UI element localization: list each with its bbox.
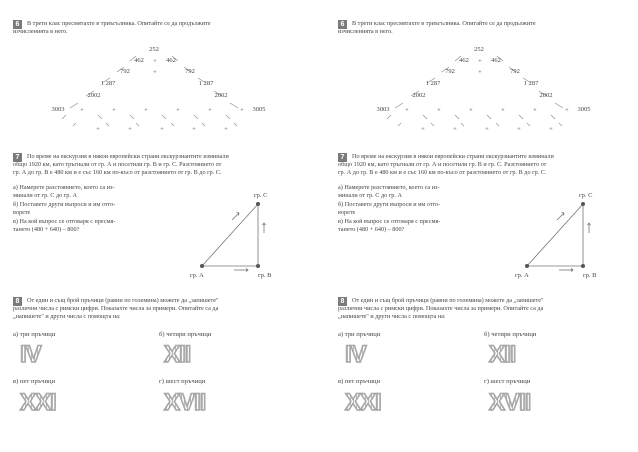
city-label-a: гр. А — [515, 272, 529, 279]
point-c — [581, 202, 585, 206]
number-pyramid — [331, 40, 631, 140]
question-c-line1: в) На кой въпрос се отговаря с пресмя- — [338, 218, 441, 225]
point-c — [256, 202, 260, 206]
task6-text-line1: В трети клас пресмятахте в триъгълника. Опитайте се да продължите — [27, 20, 211, 27]
pyramid-plus: + — [153, 69, 157, 76]
task8-text-line1: От един и същ брой пръчици (равни по големина) можете да „запишете" — [27, 297, 219, 304]
pyramid-plus: + — [96, 126, 100, 133]
option-a-label: а) три пръчици — [338, 331, 381, 338]
city-label-b: гр. В — [583, 272, 597, 279]
task6-text-line1: В трети клас пресмятахте в триъгълника. Опитайте се да продължите — [352, 20, 536, 27]
roman-numeral: IV — [20, 341, 41, 368]
task7-text-line1: По време на екскурзия в някои европейски страни екскурзиантите изминали — [352, 153, 554, 160]
city-label-c: гр. С — [254, 192, 268, 199]
task8-text-line3: „напишете" и други числа с помощта на: — [13, 313, 121, 320]
point-b — [256, 264, 260, 268]
pyramid-cell: 1 287 — [100, 80, 116, 87]
pyramid-plus: + — [80, 107, 84, 114]
pyramid-cell: 462 — [134, 57, 144, 64]
pyramid-cell: 792 — [120, 68, 130, 75]
pyramid-cell: 792 — [185, 68, 195, 75]
pyramid-cell: 2002 — [539, 92, 553, 99]
task-number-badge: 7 — [13, 153, 22, 162]
pyramid-top: 252 — [474, 46, 484, 53]
task-number-badge: 8 — [13, 297, 22, 306]
pyramid-plus: + — [208, 107, 212, 114]
pyramid-plus: + — [224, 126, 228, 133]
pyramid-cell: 2002 — [87, 92, 101, 99]
roman-numeral: XII — [489, 341, 516, 368]
task7-text-line2: общо 1920 км, като тръгнали от гр. А и посетили гр. В и гр. С. Разстоянието от — [13, 161, 222, 168]
pyramid-plus: + — [405, 107, 409, 114]
task6-text-line2: изчисленията в него. — [338, 28, 393, 35]
task7-text-line3: гр. А до гр. В е 480 км и е със 160 км по-късо от разстоянието от гр. В до гр. С. — [13, 169, 222, 176]
task-number-badge: 6 — [338, 20, 347, 29]
roman-numeral: XXI — [20, 389, 56, 416]
pyramid-plus: + — [453, 126, 457, 133]
roman-numeral: XII — [164, 341, 191, 368]
option-c-label: в) пет пръчици — [13, 378, 56, 385]
pyramid-cell: 462 — [166, 57, 176, 64]
task8-text-line1: От един и същ брой пръчици (равни по големина) можете да „запишете" — [352, 297, 544, 304]
pyramid-cell: 3005 — [252, 106, 266, 113]
task7-text-line2: общо 1920 км, като тръгнали от гр. А и посетили гр. В и гр. С. Разстоянието от — [338, 161, 547, 168]
question-b-line1: б) Поставете други въпроси и им отго- — [338, 201, 441, 208]
option-d-label: г) шест пръчици — [159, 378, 206, 385]
right-page — [331, 0, 631, 452]
city-label-b: гр. В — [258, 272, 272, 279]
pyramid-plus: + — [549, 126, 553, 133]
task8-text-line2: различни числа с римски цифри. Показахте числа за примери. Опитайте са да — [13, 305, 219, 312]
task-number-badge: 7 — [338, 153, 347, 162]
task7-text-line3: гр. А до гр. В е 480 км и е със 160 км по-късо от разстоянието от гр. В до гр. С. — [338, 169, 547, 176]
pyramid-cell: 462 — [459, 57, 469, 64]
pyramid-plus: + — [533, 107, 537, 114]
pyramid-plus: + — [485, 126, 489, 133]
pyramid-cell: 792 — [510, 68, 520, 75]
roman-numeral: XVII — [164, 389, 206, 416]
roman-numeral: XVII — [489, 389, 531, 416]
pyramid-plus: + — [517, 126, 521, 133]
pyramid-cell: 2002 — [214, 92, 228, 99]
option-c-label: в) пет пръчици — [338, 378, 381, 385]
task-number-badge: 8 — [338, 297, 347, 306]
route-triangle-diagram — [509, 188, 629, 278]
city-label-a: гр. А — [190, 272, 204, 279]
pyramid-cell: 3005 — [577, 106, 591, 113]
option-b-label: б) четири пръчици — [159, 331, 212, 338]
question-c-line1: в) На кой въпрос се отговаря с пресмя- — [13, 218, 116, 225]
pyramid-cell: 1 287 — [198, 80, 214, 87]
pyramid-plus: + — [478, 69, 482, 76]
question-b-line2: ворете — [13, 209, 31, 216]
pyramid-plus: + — [478, 58, 482, 65]
point-a — [525, 264, 529, 268]
pyramid-cell: 1 287 — [523, 80, 539, 87]
option-a-label: а) три пръчици — [13, 331, 56, 338]
route-triangle-diagram — [184, 188, 304, 278]
question-c-line2: тането (480 + 640) – 800? — [13, 226, 80, 233]
task7-text-line1: По време на екскурзия в някои европейски страни екскурзиантите изминали — [27, 153, 229, 160]
option-b-label: б) четири пръчици — [484, 331, 537, 338]
pyramid-cell: 3003 — [51, 106, 65, 113]
roman-numeral: XXI — [345, 389, 381, 416]
pyramid-plus: + — [192, 126, 196, 133]
pyramid-cell: 792 — [445, 68, 455, 75]
pyramid-plus: + — [501, 107, 505, 114]
question-a-line1: а) Намерете разстоянието, което са из- — [13, 184, 115, 191]
pyramid-plus: + — [153, 58, 157, 65]
question-a-line2: минали от гр. С до гр. А — [338, 192, 402, 199]
pyramid-plus: + — [240, 107, 244, 114]
pyramid-plus: + — [421, 126, 425, 133]
pyramid-plus: + — [128, 126, 132, 133]
pyramid-plus: + — [437, 107, 441, 114]
left-page — [6, 0, 306, 452]
pyramid-cell: 462 — [491, 57, 501, 64]
question-b-line1: б) Поставете други въпроси и им отго- — [13, 201, 116, 208]
question-a-line1: а) Намерете разстоянието, което са из- — [338, 184, 440, 191]
pyramid-cell: 2002 — [412, 92, 426, 99]
pyramid-cell: 3003 — [376, 106, 390, 113]
pyramid-cell: 1 287 — [425, 80, 441, 87]
pyramid-top: 252 — [149, 46, 159, 53]
question-b-line2: ворете — [338, 209, 356, 216]
point-b — [581, 264, 585, 268]
pyramid-plus: + — [565, 107, 569, 114]
pyramid-plus: + — [144, 107, 148, 114]
pyramid-plus: + — [469, 107, 473, 114]
number-pyramid — [6, 40, 306, 140]
city-label-c: гр. С — [579, 192, 593, 199]
task8-text-line3: „напишете" и други числа с помощта на: — [338, 313, 446, 320]
task-number-badge: 6 — [13, 20, 22, 29]
pyramid-plus: + — [176, 107, 180, 114]
point-a — [200, 264, 204, 268]
question-a-line2: минали от гр. С до гр. А — [13, 192, 77, 199]
task6-text-line2: изчисленията в него. — [13, 28, 68, 35]
pyramid-plus: + — [112, 107, 116, 114]
roman-numeral: IV — [345, 341, 366, 368]
option-d-label: г) шест пръчици — [484, 378, 531, 385]
task8-text-line2: различни числа с римски цифри. Показахте числа за примери. Опитайте са да — [338, 305, 544, 312]
pyramid-plus: + — [160, 126, 164, 133]
question-c-line2: тането (480 + 640) – 800? — [338, 226, 405, 233]
